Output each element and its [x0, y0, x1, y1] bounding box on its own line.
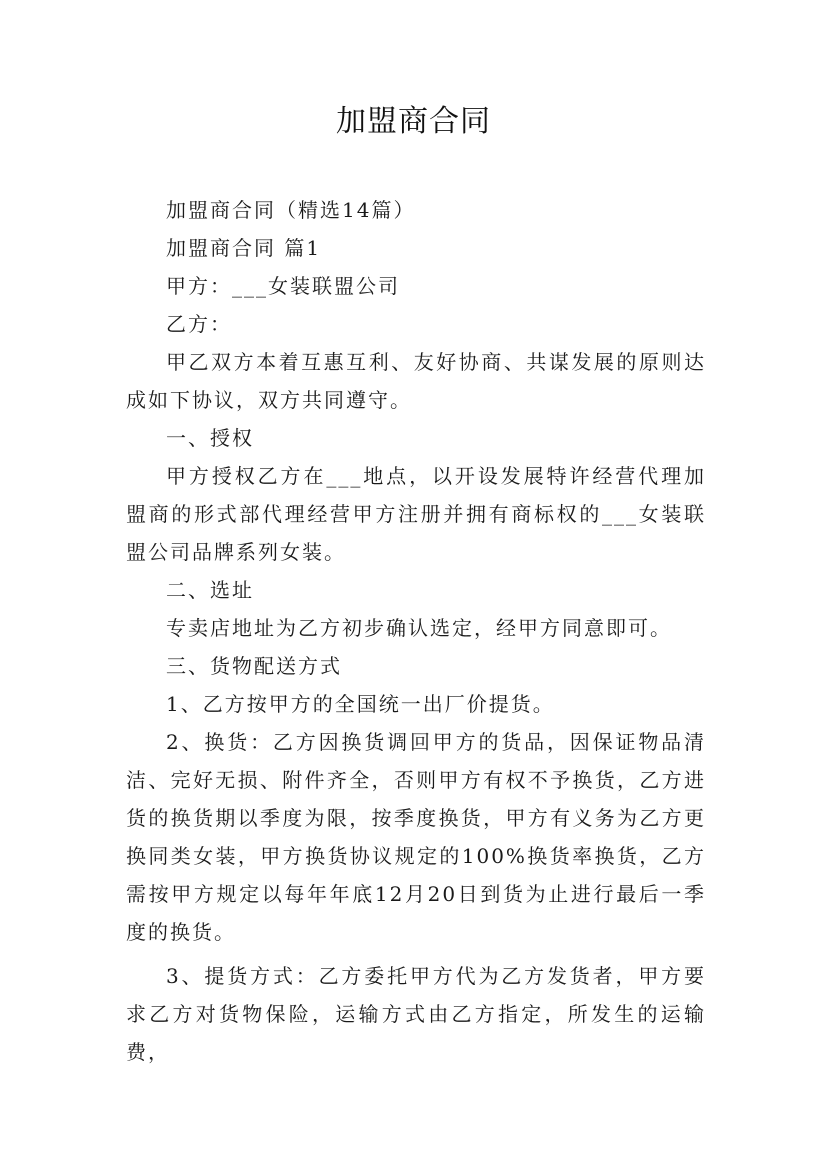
paragraph-party-a: 甲方：___女装联盟公司	[166, 274, 400, 298]
paragraph-authorization: 甲方授权乙方在___地点，以开设发展特许经营代理加盟商的形式部代理经营甲方注册并拥有商标权的___女装联盟公司品牌系列女装。	[126, 464, 706, 564]
document-body	[126, 191, 706, 1071]
document-title: 加盟商合同	[336, 104, 491, 139]
paragraph-preamble: 甲乙双方本着互惠互利、友好协商、共谋发展的原则达成如下协议，双方共同遵守。	[126, 350, 706, 412]
paragraph-party-b: 乙方：	[166, 312, 232, 336]
paragraph-subtitle: 加盟商合同（精选14篇）	[166, 198, 416, 222]
paragraph-site-selection: 专卖店地址为乙方初步确认选定，经甲方同意即可。	[166, 616, 672, 640]
heading-site-selection: 二、选址	[166, 578, 254, 602]
paragraph-delivery-2: 2、换货：乙方因换货调回甲方的货品，因保证物品清洁、完好无损、附件齐全，否则甲方有权不予换货，乙方进货的换货期以季度为限，按季度换货，甲方有义务为乙方更换同类女装，甲方换货协议规定的100%换货率换货，乙方需按甲方规定以每年年底12月20日到货为止进行最后一季度的换货。	[126, 730, 706, 944]
heading-authorization: 一、授权	[166, 426, 254, 450]
paragraph-delivery-1: 1、乙方按甲方的全国统一出厂价提货。	[166, 692, 555, 716]
heading-delivery: 三、货物配送方式	[166, 654, 342, 678]
paragraph-delivery-3: 3、提货方式：乙方委托甲方代为乙方发货者，甲方要求乙方对货物保险，运输方式由乙方指定，所发生的运输费，	[126, 964, 706, 1064]
paragraph-section-heading: 加盟商合同 篇1	[166, 236, 322, 260]
